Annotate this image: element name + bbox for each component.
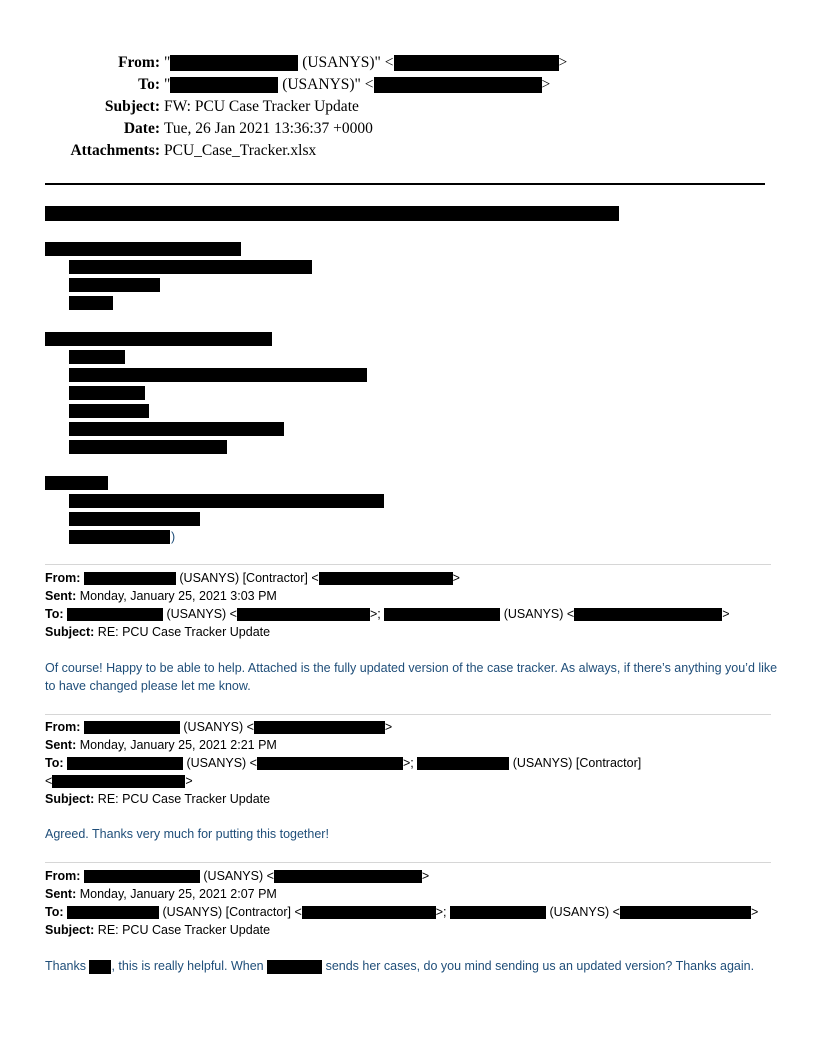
- to-org: (USANYS) <: [183, 756, 257, 770]
- sent-label: Sent:: [45, 589, 77, 603]
- redaction-block: [69, 530, 170, 544]
- redaction-block: [170, 77, 278, 93]
- to-label: To:: [45, 756, 64, 770]
- msg-sent-line: [45, 885, 277, 903]
- message-separator: [45, 862, 771, 863]
- angle-close: >: [185, 774, 193, 788]
- msg-to-line: [45, 754, 641, 772]
- date-value: Tue, 26 Jan 2021 13:36:37 +0000: [164, 120, 373, 137]
- to-org: (USANYS) [Contractor] <: [159, 905, 302, 919]
- subject-value: RE: PCU Case Tracker Update: [94, 625, 271, 639]
- sent-value: Monday, January 25, 2021 3:03 PM: [76, 589, 277, 603]
- attachments-label: Attachments:: [70, 142, 160, 159]
- redaction-block: [84, 572, 176, 585]
- subject-label: Subject:: [45, 923, 95, 937]
- redaction-block: [69, 350, 125, 364]
- msg-subject-line: [45, 921, 270, 939]
- sent-label: Sent:: [45, 887, 77, 901]
- subject-label: Subject:: [104, 98, 160, 115]
- subject-row: [0, 96, 700, 118]
- to-org: (USANYS) [Contractor]: [509, 756, 642, 770]
- redaction-block: [52, 775, 185, 788]
- from-label: From:: [45, 869, 81, 883]
- redaction-block: [267, 960, 322, 974]
- header-divider: [45, 183, 765, 185]
- msg-from-line: [45, 569, 460, 587]
- redaction-block: [69, 512, 200, 526]
- redaction-block: [67, 757, 183, 770]
- from-org: (USANYS) [Contractor] <: [175, 571, 319, 585]
- from-label: From:: [118, 54, 160, 71]
- subject-label: Subject:: [45, 625, 95, 639]
- redaction-block: [69, 494, 384, 508]
- msg-subject-line: [45, 790, 270, 808]
- to-org: (USANYS) <: [546, 905, 620, 919]
- from-org: (USANYS) <: [199, 869, 274, 883]
- redaction-block: [84, 721, 180, 734]
- angle-open: <: [45, 774, 53, 788]
- from-org: (USANYS) <: [179, 720, 254, 734]
- redaction-block: [394, 55, 559, 71]
- to-label: To:: [138, 76, 160, 93]
- msg-from-line: [45, 718, 392, 736]
- message-separator: [45, 714, 771, 715]
- msg-to-line: [45, 605, 730, 623]
- redaction-block: [170, 55, 298, 71]
- redaction-block: [620, 906, 751, 919]
- redaction-block: [257, 757, 403, 770]
- redaction-block: [302, 906, 436, 919]
- redaction-block: [319, 572, 453, 585]
- angle-close: >: [558, 54, 568, 71]
- redaction-block: [89, 960, 111, 974]
- redaction-block: [69, 386, 145, 400]
- msg-subject-line: [45, 623, 270, 641]
- to-org: (USANYS) <: [500, 607, 575, 621]
- to-org: (USANYS) <: [163, 607, 237, 621]
- message-separator: [45, 564, 771, 565]
- to-label: To:: [45, 607, 64, 621]
- date-label: Date:: [123, 120, 160, 137]
- msg-to-line: [45, 903, 758, 921]
- attachments-row: [0, 140, 700, 162]
- redaction-block: [254, 721, 385, 734]
- angle-close: >: [750, 905, 759, 919]
- angle-close: >: [541, 76, 551, 93]
- recipient-separator: >;: [435, 905, 450, 919]
- redaction-block: [45, 206, 619, 221]
- redaction-block: [45, 242, 241, 256]
- date-row: [0, 118, 700, 140]
- redaction-block: [574, 608, 722, 621]
- angle-close: >: [384, 720, 393, 734]
- redaction-block: [69, 368, 367, 382]
- redaction-block: [84, 870, 200, 883]
- redaction-block: [69, 404, 149, 418]
- angle-close: >: [421, 869, 430, 883]
- redaction-block: [69, 278, 160, 292]
- from-org: (USANYS)" <: [298, 54, 394, 71]
- sent-value: Monday, January 25, 2021 2:07 PM: [76, 887, 277, 901]
- quote: ": [164, 76, 171, 93]
- redaction-block: [69, 296, 113, 310]
- closing-paren: ): [171, 530, 176, 544]
- msg-body: Agreed. Thanks very much for putting this together!: [45, 827, 329, 841]
- msg-sent-line: [45, 736, 277, 754]
- redaction-block: [450, 906, 546, 919]
- recipient-separator: >;: [369, 607, 385, 621]
- subject-value: RE: PCU Case Tracker Update: [94, 792, 271, 806]
- sent-label: Sent:: [45, 738, 77, 752]
- msg-sent-line: [45, 587, 277, 605]
- redaction-block: [67, 906, 159, 919]
- redaction-block: [69, 440, 227, 454]
- redaction-block: [384, 608, 500, 621]
- redaction-block: [274, 870, 422, 883]
- body-text: Thanks: [45, 959, 90, 973]
- from-label: From:: [45, 571, 81, 585]
- redaction-block: [417, 757, 509, 770]
- msg-to-line-continued: [45, 772, 193, 790]
- to-label: To:: [45, 905, 64, 919]
- from-row: [0, 52, 700, 74]
- subject-value: FW: PCU Case Tracker Update: [164, 98, 359, 115]
- msg-body: Of course! Happy to be able to help. Attached is the fully updated version of the case tracker. As always, if there’s anything you’d like to have changed please let me know.: [45, 661, 778, 693]
- to-org: (USANYS)" <: [278, 76, 374, 93]
- subject-value: RE: PCU Case Tracker Update: [94, 923, 271, 937]
- msg-body: [45, 957, 780, 975]
- sent-value: Monday, January 25, 2021 2:21 PM: [76, 738, 277, 752]
- subject-label: Subject:: [45, 792, 95, 806]
- redaction-block: [67, 608, 163, 621]
- redaction-block: [69, 422, 284, 436]
- from-label: From:: [45, 720, 81, 734]
- angle-close: >: [722, 607, 730, 621]
- msg-from-line: [45, 867, 429, 885]
- redaction-block: [237, 608, 370, 621]
- attachment-link[interactable]: PCU_Case_Tracker.xlsx: [164, 142, 317, 159]
- recipient-separator: >;: [402, 756, 418, 770]
- quote: ": [164, 54, 171, 71]
- angle-close: >: [452, 571, 460, 585]
- to-row: [0, 74, 700, 96]
- redaction-block: [69, 260, 312, 274]
- redaction-block: [374, 77, 542, 93]
- body-text: sends her cases, do you mind sending us an updated version? Thanks again.: [322, 959, 755, 973]
- redaction-block: [45, 332, 272, 346]
- redaction-block: [45, 476, 108, 490]
- body-text: , this is really helpful. When: [111, 959, 268, 973]
